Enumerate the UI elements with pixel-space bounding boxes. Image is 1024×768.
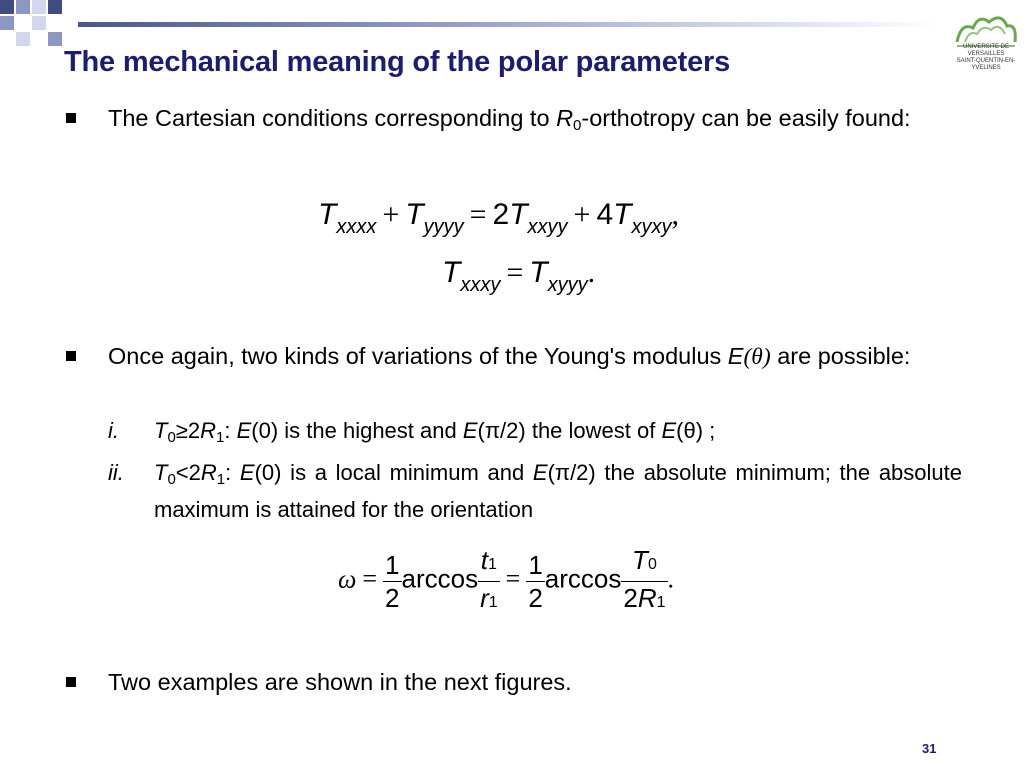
slide-title: The mechanical meaning of the polar parameters: [64, 46, 731, 78]
deco-square: [16, 32, 30, 46]
deco-square: [32, 16, 46, 30]
bullet-text-1: The Cartesian conditions corresponding to $R_0$-orthotropy can be easily found:: [108, 105, 911, 134]
equation-orientation-omega: ω = $\frac{1}{2}$ arccos $\frac{t1}{r1}$ = $\frac{1}{2}$ arccos $\frac{T0}{2R1}$ .: [338, 545, 675, 613]
header-rule: [78, 22, 938, 27]
item-text-ii: $T_0<2R_1$: E(0) is a local minimum and E(π/2) the absolute minimum; the absolute maximum is attained for the orientation: [154, 460, 962, 522]
bullet-text-2: Once again, two kinds of variations of the Young's modulus E(θ) are possible:: [108, 343, 911, 370]
page-number: 31: [922, 741, 937, 756]
logo-caption-line2: SAINT-QUENTIN-EN-YVELINES: [956, 58, 1016, 71]
item-label-ii: ii.: [108, 460, 124, 485]
item-label-i: i.: [108, 418, 119, 443]
logo-caption: [951, 44, 1021, 72]
equation-orthotropy-line2: $T_{xxxy} = T_{xyyy}$.: [442, 256, 596, 296]
deco-square: [48, 32, 62, 46]
item-text-i: $T_0\ge 2R_1$: E(0) is the highest and E(π/2) the lowest of E(θ) ;: [154, 418, 716, 446]
deco-square: [48, 0, 62, 14]
bullet-marker: [66, 113, 76, 123]
equation-orthotropy-line1: $T_{xxxx} + T_{yyyy} = 2T_{xxyy} + 4T_{xyxy}$,: [318, 198, 679, 238]
deco-square: [0, 16, 14, 30]
deco-square: [16, 0, 30, 14]
bullet-marker: [66, 351, 76, 361]
bullet-marker: [66, 677, 76, 687]
logo-caption-line1: UNIVERSITE DE VERSAILLES: [962, 44, 1009, 57]
deco-square: [32, 0, 46, 14]
deco-square: [0, 0, 14, 14]
bullet-text-3: Two examples are shown in the next figures.: [108, 669, 572, 695]
